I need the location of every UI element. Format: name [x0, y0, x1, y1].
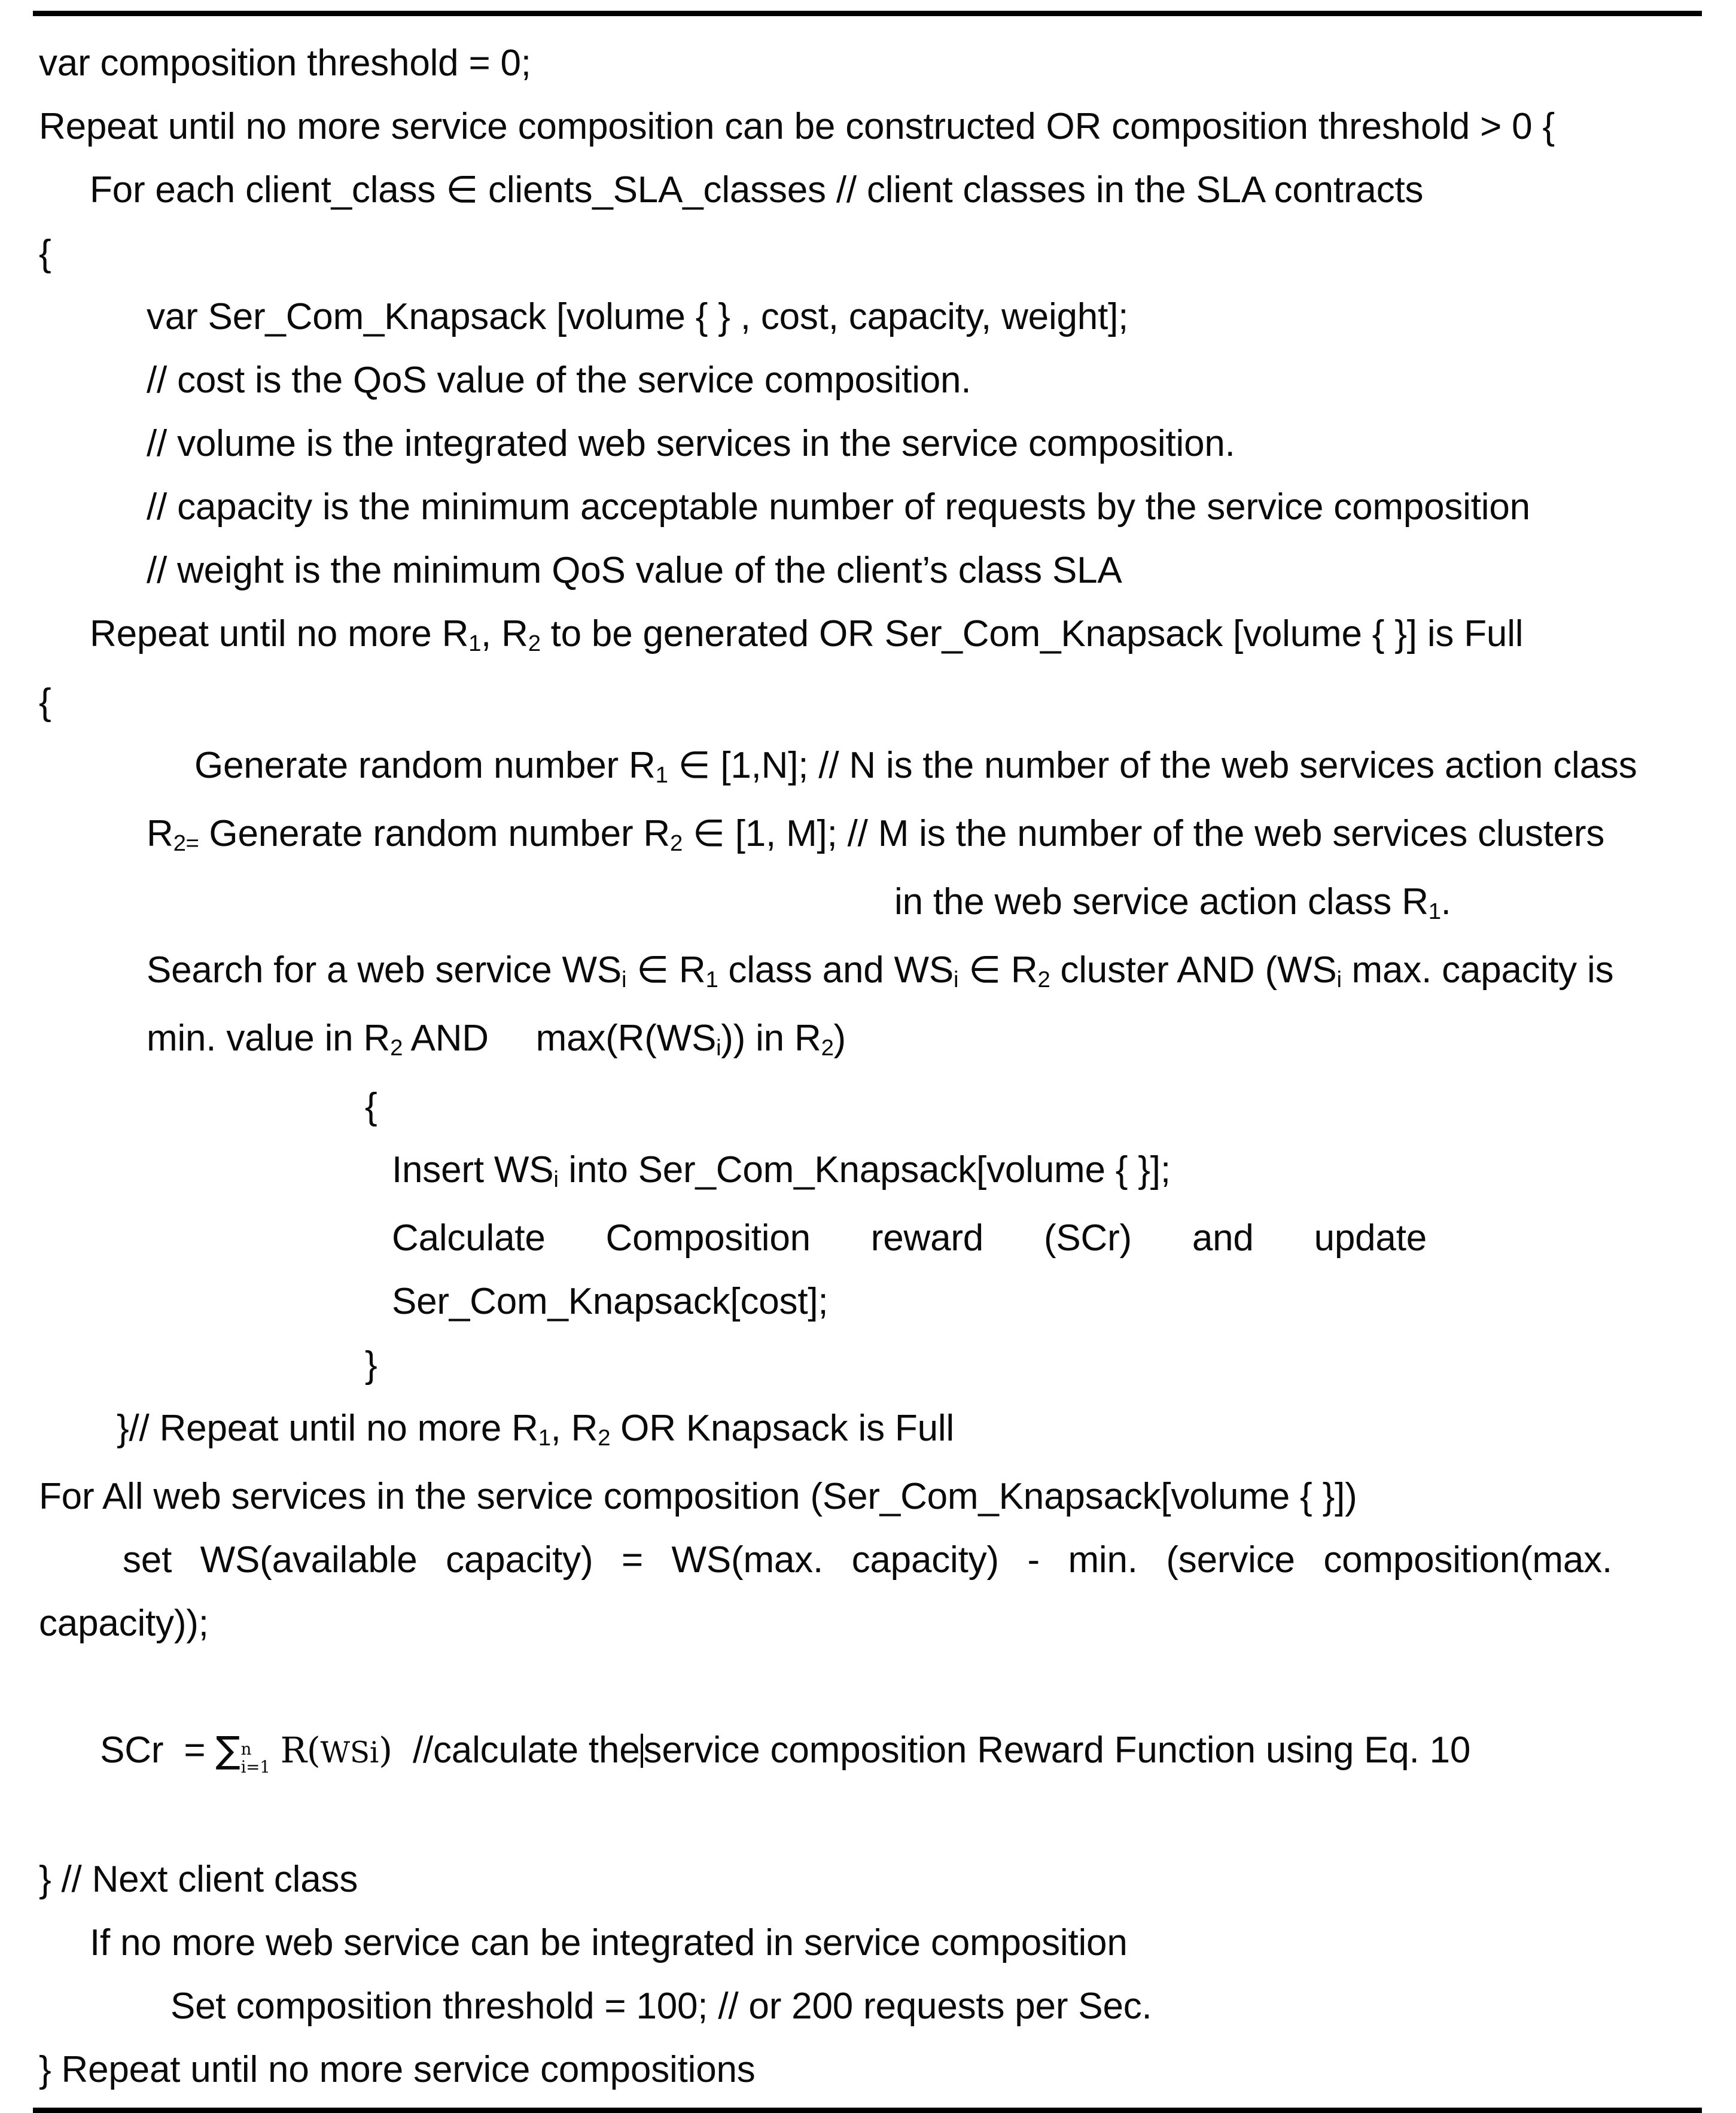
- reward-term: [281, 1730, 392, 1771]
- code-line: Repeat until no more service composition can be constructed OR composition threshold > 0 {: [39, 106, 1555, 147]
- code-line: For each client_class ∈ clients_SLA_classes // client classes in the SLA contracts: [90, 169, 1424, 211]
- justified-word: reward: [870, 1217, 984, 1259]
- reward-suffix: ): [379, 1730, 392, 1771]
- code-line-formula: [33, 1655, 1702, 1848]
- code-line: } // Next client class: [39, 1859, 358, 1900]
- code-line: For All web services in the service composition (Ser_Com_Knapsack[volume { }]): [39, 1476, 1357, 1517]
- code-line: }: [365, 1344, 377, 1386]
- code-line: // weight is the minimum QoS value of the client’s class SLA: [147, 550, 1122, 591]
- code-line: {: [365, 1086, 377, 1127]
- code-line: Insert $WS_i$ into Ser_Com_Knapsack[volume { }];: [392, 1149, 1171, 1193]
- justified-word: composition(max.: [1323, 1539, 1612, 1581]
- formula-comment-before: //calculate the: [412, 1730, 640, 1771]
- code-line: Set composition threshold = 100; // or 200 requests per Sec.: [170, 1986, 1152, 2027]
- justified-word: update: [1314, 1217, 1427, 1259]
- code-line: {: [39, 681, 51, 723]
- reward-prefix: R(: [280, 1730, 321, 1771]
- code-line-justified: [33, 1207, 1427, 1270]
- formula-spacer: [163, 1730, 184, 1771]
- reward-subscript: i: [369, 1736, 379, 1770]
- code-line: {: [39, 233, 51, 274]
- code-line: var Ser_Com_Knapsack [volume { } , cost, capacity, weight];: [147, 296, 1129, 337]
- code-line: in the web service action class $R_1$.: [894, 881, 1451, 925]
- code-line: Repeat until no more $R_1$, $R_2$ to be generated OR Ser_Com_Knapsack [volume { }] is Full: [90, 613, 1524, 657]
- formula-comment-after: service composition Reward Function using Eq. 10: [643, 1730, 1471, 1771]
- formula-spacer2: [205, 1730, 215, 1771]
- justified-word: and: [1192, 1217, 1254, 1259]
- justified-word: (SCr): [1043, 1217, 1132, 1259]
- code-line: var composition threshold = 0;: [39, 42, 531, 84]
- justified-word: (service: [1166, 1539, 1295, 1581]
- code-line: // cost is the QoS value of the service composition.: [147, 360, 971, 401]
- formula-spacer4: [392, 1730, 413, 1771]
- code-line: }// Repeat until no more $R_1$, $R_2$ OR Knapsack is Full: [117, 1408, 954, 1451]
- code-line: // volume is the integrated web services in the service composition.: [147, 423, 1235, 464]
- code-line: Search for a web service $WS_i$ ∈ $R_1$ class and $WS_i$ ∈ $R_2$ cluster AND ($WS_i$ max. capacity is: [147, 949, 1614, 993]
- summation-limits: [240, 1737, 270, 1777]
- code-line-justified: [33, 1529, 1612, 1592]
- code-line: } Repeat until no more service compositions: [39, 2049, 756, 2090]
- code-line: min. value in $R_2$ AND $\max(R(WS_i))$ in $R_2$): [147, 1018, 846, 1061]
- code-line: Generate random number $R_1$ ∈ [1,N]; // N is the number of the web services action class: [194, 745, 1637, 788]
- code-line: Ser_Com_Knapsack[cost];: [392, 1281, 829, 1322]
- justified-word: capacity): [851, 1539, 999, 1581]
- formula-equals: =: [184, 1730, 206, 1771]
- justified-word: Composition: [605, 1217, 811, 1259]
- summation-upper-limit: n: [240, 1738, 252, 1759]
- text-cursor[interactable]: [641, 1734, 643, 1768]
- formula-lhs: SCr: [100, 1730, 164, 1771]
- justified-word: WS(available: [200, 1539, 418, 1581]
- code-line: $R_{2=}$ Generate random number $R_2$ ∈ [1, M]; // M is the number of the web services clusters: [147, 813, 1605, 857]
- justified-word: Calculate: [392, 1217, 546, 1259]
- summation-symbol: [215, 1719, 270, 1782]
- pseudocode-body: [33, 16, 1702, 2108]
- justified-word: -: [1027, 1539, 1040, 1581]
- justified-word: min.: [1068, 1539, 1138, 1581]
- code-line: capacity));: [39, 1603, 209, 1644]
- code-line: If no more web service can be integrated in service composition: [90, 1922, 1128, 1963]
- justified-word: capacity): [446, 1539, 593, 1581]
- justified-word: =: [621, 1539, 643, 1581]
- reward-body: WS: [320, 1736, 370, 1770]
- algorithm-listing-frame: [33, 11, 1702, 2113]
- code-line: // capacity is the minimum acceptable number of requests by the service composition: [147, 486, 1530, 528]
- formula-spacer3: [270, 1730, 281, 1771]
- sigma-glyph: ∑: [215, 1729, 240, 1771]
- justified-word: WS(max.: [671, 1539, 824, 1581]
- summation-lower-limit: i=1: [240, 1757, 270, 1777]
- justified-word: set: [123, 1539, 172, 1581]
